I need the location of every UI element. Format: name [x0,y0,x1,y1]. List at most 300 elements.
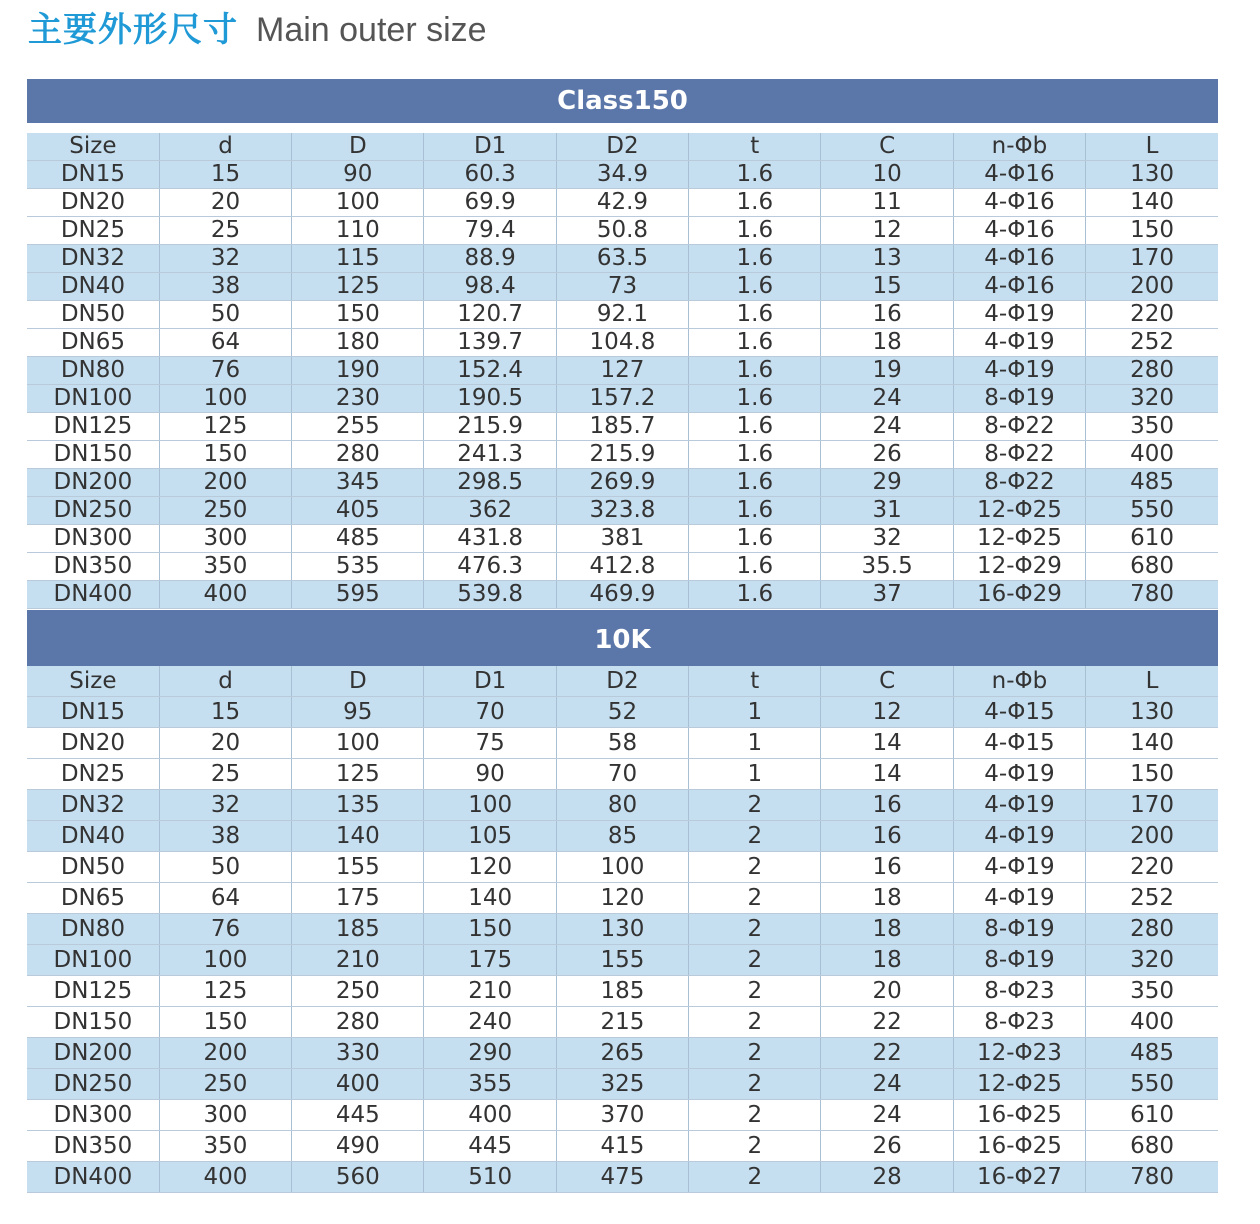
table-cell: 215.9 [556,441,688,469]
table-cell: 241.3 [424,441,556,469]
table-cell: 400 [424,1100,556,1131]
table-cell: 190.5 [424,385,556,413]
table-row [27,1007,1218,1038]
table-cell: 125 [292,759,424,790]
table-cell: 150 [1086,759,1218,790]
table-cell: 120.7 [424,301,556,329]
column-header: L [1086,666,1218,697]
table-cell: 140 [1086,728,1218,759]
table-cell: 8-Φ23 [953,1007,1085,1038]
table-row [27,976,1218,1007]
table-cell: 535 [292,553,424,581]
table-cell: 1.6 [689,161,821,189]
table-cell: 20 [821,976,953,1007]
table-cell: 610 [1086,525,1218,553]
table-cell: 1.6 [689,357,821,385]
table-cell: 98.4 [424,273,556,301]
table-cell: DN40 [27,821,159,852]
table-row [27,441,1218,469]
table-cell: 220 [1086,301,1218,329]
table-cell: 18 [821,914,953,945]
table-cell: DN50 [27,301,159,329]
table-cell: 485 [1086,1038,1218,1069]
table-cell: 476.3 [424,553,556,581]
table-cell: 210 [292,945,424,976]
column-header: L [1086,133,1218,161]
table-cell: 1.6 [689,497,821,525]
column-header: t [689,133,821,161]
table-row [27,357,1218,385]
table-cell: 37 [821,581,953,609]
table-cell: 150 [159,441,291,469]
table-cell: DN80 [27,357,159,385]
table-cell: 150 [1086,217,1218,245]
table-cell: 475 [556,1162,688,1193]
table-cell: 595 [292,581,424,609]
table-row [27,1100,1218,1131]
table-cell: 445 [292,1100,424,1131]
table-cell: 42.9 [556,189,688,217]
table-cell: 1 [689,728,821,759]
table-cell: 14 [821,759,953,790]
table-cell: 12-Φ23 [953,1038,1085,1069]
table-cell: 1 [689,697,821,728]
table-cell: 140 [424,883,556,914]
table-row [27,1069,1218,1100]
table-cell: 381 [556,525,688,553]
table-cell: 16-Φ29 [953,581,1085,609]
table-cell: DN20 [27,189,159,217]
table-row [27,1131,1218,1162]
table-cell: DN200 [27,469,159,497]
table-cell: 152.4 [424,357,556,385]
table-cell: 4-Φ19 [953,329,1085,357]
table-cell: 135 [292,790,424,821]
table-cell: 127 [556,357,688,385]
table-cell: DN50 [27,852,159,883]
table-row [27,697,1218,728]
table-cell: 157.2 [556,385,688,413]
table-cell: 140 [292,821,424,852]
table-cell: 2 [689,790,821,821]
table-row [27,469,1218,497]
table-cell: 16 [821,821,953,852]
table-cell: 215 [556,1007,688,1038]
column-header: d [159,666,291,697]
table-cell: 252 [1086,329,1218,357]
table-row [27,189,1218,217]
column-header: n-Φb [953,666,1085,697]
table-cell: 185.7 [556,413,688,441]
table-cell: 29 [821,469,953,497]
table-cell: 85 [556,821,688,852]
table-row [27,852,1218,883]
table-cell: DN32 [27,790,159,821]
class150-section [27,79,1218,609]
table-cell: 22 [821,1038,953,1069]
column-header: Size [27,133,159,161]
column-header: n-Φb [953,133,1085,161]
table-cell: 63.5 [556,245,688,273]
table-cell: 780 [1086,581,1218,609]
table-cell: 1.6 [689,469,821,497]
table-cell: 34.9 [556,161,688,189]
table-cell: 4-Φ16 [953,245,1085,273]
table-cell: 75 [424,728,556,759]
table-row [27,273,1218,301]
table-row [27,945,1218,976]
table-cell: DN350 [27,1131,159,1162]
table-cell: 345 [292,469,424,497]
table-cell: 323.8 [556,497,688,525]
table-cell: 15 [159,161,291,189]
table-row [27,497,1218,525]
table-cell: 269.9 [556,469,688,497]
table-cell: 95 [292,697,424,728]
table-cell: 4-Φ19 [953,852,1085,883]
table-cell: 8-Φ19 [953,385,1085,413]
table-cell: 2 [689,883,821,914]
table-cell: 250 [159,497,291,525]
table-cell: 64 [159,329,291,357]
table-cell: 50.8 [556,217,688,245]
table-cell: 100 [424,790,556,821]
column-header: D1 [424,133,556,161]
table-cell: 26 [821,1131,953,1162]
table-cell: 24 [821,413,953,441]
10k-section [27,610,1218,1193]
column-header: D2 [556,666,688,697]
table-cell: 12 [821,697,953,728]
table-cell: 18 [821,945,953,976]
table-cell: 325 [556,1069,688,1100]
table-cell: 4-Φ19 [953,357,1085,385]
table-cell: 280 [292,441,424,469]
table-cell: 69.9 [424,189,556,217]
table-cell: 610 [1086,1100,1218,1131]
table-cell: 76 [159,914,291,945]
table-row [27,413,1218,441]
table-cell: DN300 [27,525,159,553]
table-cell: 32 [159,245,291,273]
table-cell: 1.6 [689,385,821,413]
table-cell: 252 [1086,883,1218,914]
table-cell: 469.9 [556,581,688,609]
table-cell: 125 [159,413,291,441]
table-row [27,1162,1218,1193]
table-cell: 12-Φ29 [953,553,1085,581]
table-cell: 1.6 [689,553,821,581]
table-cell: 485 [292,525,424,553]
table-cell: 125 [292,273,424,301]
table-cell: 250 [292,976,424,1007]
table-cell: 16 [821,790,953,821]
table-cell: 4-Φ16 [953,217,1085,245]
table-cell: 445 [424,1131,556,1162]
table-cell: 350 [1086,413,1218,441]
table-row [27,759,1218,790]
table-row [27,161,1218,189]
class150-banner: Class150 [27,79,1218,123]
table-cell: 539.8 [424,581,556,609]
table-cell: DN100 [27,385,159,413]
table-cell: 12-Φ25 [953,525,1085,553]
table-cell: 300 [159,525,291,553]
table-cell: 2 [689,914,821,945]
table-cell: 200 [1086,273,1218,301]
table-cell: 24 [821,385,953,413]
table-cell: 1.6 [689,413,821,441]
table-cell: 780 [1086,1162,1218,1193]
table-cell: 8-Φ19 [953,945,1085,976]
table-cell: DN40 [27,273,159,301]
table-cell: 400 [159,581,291,609]
table-cell: 560 [292,1162,424,1193]
table-cell: 73 [556,273,688,301]
table-cell: 12 [821,217,953,245]
table-cell: DN125 [27,976,159,1007]
table-cell: 185 [292,914,424,945]
table-cell: 400 [1086,441,1218,469]
table-cell: 4-Φ19 [953,821,1085,852]
table-cell: 1.6 [689,329,821,357]
table-row [27,821,1218,852]
table-cell: DN15 [27,161,159,189]
table-cell: 155 [556,945,688,976]
table-cell: 14 [821,728,953,759]
table-cell: DN200 [27,1038,159,1069]
table-cell: 110 [292,217,424,245]
table-cell: 15 [821,273,953,301]
table-cell: 16 [821,852,953,883]
table-cell: 8-Φ23 [953,976,1085,1007]
table-cell: 16-Φ27 [953,1162,1085,1193]
table-cell: 4-Φ19 [953,883,1085,914]
table-cell: 400 [159,1162,291,1193]
table-cell: DN25 [27,217,159,245]
table-cell: 18 [821,329,953,357]
table-cell: 2 [689,852,821,883]
table-cell: 680 [1086,553,1218,581]
table-cell: 150 [292,301,424,329]
table-cell: 10 [821,161,953,189]
table-cell: 32 [159,790,291,821]
table-cell: DN32 [27,245,159,273]
table-cell: 115 [292,245,424,273]
table-cell: 60.3 [424,161,556,189]
table-cell: 31 [821,497,953,525]
table-cell: 298.5 [424,469,556,497]
table-cell: 320 [1086,385,1218,413]
table-cell: 19 [821,357,953,385]
table-cell: 330 [292,1038,424,1069]
table-cell: 2 [689,1131,821,1162]
column-header: D [292,666,424,697]
table-cell: 130 [556,914,688,945]
table-cell: 485 [1086,469,1218,497]
table-cell: 2 [689,1007,821,1038]
table-cell: 8-Φ22 [953,469,1085,497]
table-cell: 79.4 [424,217,556,245]
table-cell: 510 [424,1162,556,1193]
table-row [27,525,1218,553]
table-cell: 90 [424,759,556,790]
table-cell: 15 [159,697,291,728]
header-row [27,133,1218,161]
table-cell: 24 [821,1100,953,1131]
10k-table [27,666,1218,1193]
table-cell: 350 [159,1131,291,1162]
table-cell: 20 [159,189,291,217]
table-cell: 290 [424,1038,556,1069]
table-cell: 230 [292,385,424,413]
table-cell: 20 [159,728,291,759]
table-cell: 105 [424,821,556,852]
table-cell: 550 [1086,1069,1218,1100]
table-cell: DN400 [27,1162,159,1193]
table-cell: 120 [424,852,556,883]
table-cell: 16-Φ25 [953,1100,1085,1131]
table-cell: 120 [556,883,688,914]
table-cell: 170 [1086,245,1218,273]
table-cell: 1.6 [689,189,821,217]
table-cell: 100 [292,189,424,217]
column-header: d [159,133,291,161]
table-cell: 11 [821,189,953,217]
table-cell: 280 [292,1007,424,1038]
table-cell: 58 [556,728,688,759]
table-cell: 8-Φ22 [953,441,1085,469]
table-cell: 22 [821,1007,953,1038]
table-cell: 1.6 [689,273,821,301]
table-cell: 362 [424,497,556,525]
table-cell: 2 [689,821,821,852]
table-cell: 2 [689,945,821,976]
table-cell: 100 [556,852,688,883]
table-cell: 12-Φ25 [953,1069,1085,1100]
table-cell: 1.6 [689,525,821,553]
table-cell: 4-Φ19 [953,790,1085,821]
table-cell: 76 [159,357,291,385]
table-row [27,385,1218,413]
table-cell: DN150 [27,1007,159,1038]
table-cell: 88.9 [424,245,556,273]
table-cell: 350 [159,553,291,581]
table-cell: 28 [821,1162,953,1193]
table-cell: 139.7 [424,329,556,357]
table-cell: 2 [689,1100,821,1131]
table-cell: 18 [821,883,953,914]
table-row [27,790,1218,821]
table-cell: 13 [821,245,953,273]
column-header: C [821,133,953,161]
table-cell: 50 [159,301,291,329]
table-row [27,1038,1218,1069]
table-cell: 2 [689,976,821,1007]
table-cell: 100 [292,728,424,759]
table-cell: 170 [1086,790,1218,821]
table-cell: DN20 [27,728,159,759]
table-cell: 175 [424,945,556,976]
table-cell: DN250 [27,1069,159,1100]
table-cell: DN25 [27,759,159,790]
table-row [27,883,1218,914]
table-row [27,553,1218,581]
table-cell: 1.6 [689,301,821,329]
class150-table [27,133,1218,609]
table-cell: 2 [689,1069,821,1100]
table-cell: 150 [424,914,556,945]
table-cell: 35.5 [821,553,953,581]
column-header: C [821,666,953,697]
table-cell: 140 [1086,189,1218,217]
table-cell: DN125 [27,413,159,441]
table-cell: 38 [159,273,291,301]
table-cell: 4-Φ16 [953,189,1085,217]
table-cell: DN100 [27,945,159,976]
table-cell: 370 [556,1100,688,1131]
table-cell: 38 [159,821,291,852]
table-cell: 8-Φ22 [953,413,1085,441]
table-cell: DN350 [27,553,159,581]
10k-banner: 10K [27,610,1218,666]
table-cell: 100 [159,385,291,413]
table-cell: 2 [689,1162,821,1193]
table-cell: DN300 [27,1100,159,1131]
table-cell: 350 [1086,976,1218,1007]
table-cell: 125 [159,976,291,1007]
table-cell: 130 [1086,697,1218,728]
table-cell: 320 [1086,945,1218,976]
table-cell: 185 [556,976,688,1007]
table-cell: 1.6 [689,217,821,245]
table-cell: 104.8 [556,329,688,357]
page-heading [28,2,487,50]
table-cell: 92.1 [556,301,688,329]
table-cell: 280 [1086,357,1218,385]
table-cell: 240 [424,1007,556,1038]
table-cell: 4-Φ16 [953,273,1085,301]
heading-english: Main outer size [256,11,487,49]
table-cell: 80 [556,790,688,821]
table-cell: DN15 [27,697,159,728]
table-row [27,217,1218,245]
table-cell: 155 [292,852,424,883]
table-cell: 215.9 [424,413,556,441]
table-cell: 265 [556,1038,688,1069]
table-cell: 250 [159,1069,291,1100]
table-cell: 1.6 [689,245,821,273]
table-cell: 64 [159,883,291,914]
table-cell: 4-Φ15 [953,728,1085,759]
table-cell: 24 [821,1069,953,1100]
table-cell: 32 [821,525,953,553]
column-header: D1 [424,666,556,697]
table-cell: 190 [292,357,424,385]
table-cell: 400 [1086,1007,1218,1038]
table-cell: 1.6 [689,581,821,609]
table-cell: 180 [292,329,424,357]
table-cell: 200 [159,469,291,497]
table-cell: 415 [556,1131,688,1162]
table-row [27,728,1218,759]
table-cell: 25 [159,217,291,245]
table-cell: 130 [1086,161,1218,189]
table-cell: 70 [556,759,688,790]
table-cell: 16 [821,301,953,329]
table-cell: 1 [689,759,821,790]
table-cell: 150 [159,1007,291,1038]
